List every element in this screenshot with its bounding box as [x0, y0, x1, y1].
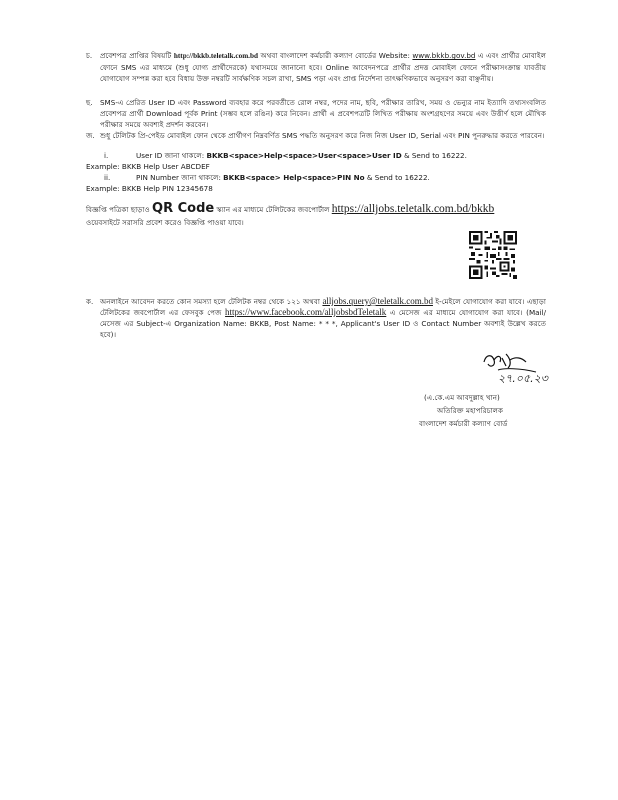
notice-item-recovery	[86, 130, 546, 141]
query-email-link[interactable]: alljobs.query@teletalk.com.bd	[322, 296, 433, 306]
sms-instruction-pin: ii.	[104, 173, 111, 182]
alljobs-link[interactable]: https://alljobs.teletalk.com.bd/bkkb	[331, 203, 495, 215]
qr-code-instruction-line2: ওয়েবসাইটে সরাসরি প্রবেশ করেও বিজ্ঞপ্তি পাওয়া যাবে।	[86, 218, 244, 227]
notice-item-contact	[86, 296, 546, 340]
qr-code-instruction: বিজ্ঞপ্তি পত্রিকা ছাড়াও QR Code স্ক্যান এর মাধ্যমে টেলিটকের জবপোর্টাল https://alljobs.teletalk.com.bd/bkkb	[86, 201, 495, 216]
facebook-page-link[interactable]: https://www.facebook.com/alljobsbdTeletalk	[225, 307, 387, 317]
admit-card-url[interactable]: http://bkkb.teletalk.com.bd	[173, 52, 258, 60]
item-label: জ.	[86, 131, 95, 140]
item-label: ছ.	[86, 98, 93, 107]
sms-instruction-user-id-text: User ID জানা থাকলে: BKKB<space>Help<space>User<space>User ID & Send to 16222.	[136, 151, 467, 160]
sms-instruction-pin-text: PIN Number জানা থাকলে: BKKB<space> Help<space>PIN No & Send to 16222.	[136, 173, 430, 182]
notice-item-sms-user-id	[86, 97, 546, 130]
qr-code-label: QR Code	[152, 201, 215, 216]
qr-code-image[interactable]	[469, 231, 517, 279]
item-text: শুধু টেলিটক প্রি-পেইড মোবাইল ফোন থেকে প্রার্থীগণ নিম্নবর্ণিত SMS পদ্ধতি অনুসরণ করে নিজ নিজ User ID, Serial এবং PIN পুনরুদ্ধার করতে পারবেন।	[100, 131, 545, 140]
sms-example-user-id: Example: BKKB Help User ABCDEF	[86, 162, 210, 171]
bkkb-website-link[interactable]: www.bkkb.gov.bd	[412, 51, 476, 60]
signature-date: ২৭.০৫.২৩	[498, 372, 548, 385]
signatory-designation: অতিরিক্ত মহাপরিচালক	[437, 406, 504, 415]
signatory-organization: বাংলাদেশ কর্মচারী কল্যাণ বোর্ড	[419, 419, 508, 428]
item-text: প্রবেশপত্র প্রাপ্তির বিষয়টি http://bkkb.teletalk.com.bd অথবা বাংলাদেশ কর্মচারী কল্যাণ বোর্ডের Website: www.bkkb.gov.bd এ এবং প্রার্থীর মোবাইল ফোনে SMS এর মাধ্যমে (শুধু যোগ্য প্রার্থীদেরকে) যথাসময়ে জানানো হবে। Online আবেদনপত্রে প্রার্থীর প্রদত্ত মোবাইল ফোনে পরীক্ষাসংক্রান্ত যাবতীয় যোগাযোগ সম্পন্ন করা হবে বিধায় উক্ত নম্বরটি সার্বক্ষণিক সচল রাখা, SMS পড়া এবং প্রাপ্ত নির্দেশনা তাৎক্ষণিকভাবে অনুসরণ করা বাঞ্ছনীয়।	[100, 51, 546, 83]
item-label: চ.	[86, 51, 93, 60]
item-text: অনলাইনে আবেদন করতে কোন সমস্যা হলে টেলিটক নম্বর থেকে ১২১ অথবা alljobs.query@teletalk.com.bd ই-মেইলে যোগাযোগ করা যাবে। এছাড়া টেলিটকের জবপোর্টাল এর ফেসবুক পেজ https://www.facebook.com/alljobsbdTeletalk এ মেসেজ এর মাধ্যমে যোগাযোগ করা যাবে। (Mail/মেসেজ এর Subject-এ Organization Name: BKKB, Post Name: * * *, Applicant's User ID ও Contact Number অবশ্যই উল্লেখ করতে হবে)।	[100, 296, 547, 339]
signatory-name: (এ.কে.এম আবদুল্লাহ খান)	[424, 393, 500, 402]
item-text: SMS-এ প্রেরিত User ID এবং Password ব্যবহার করে পরবর্তীতে রোল নম্বর, পদের নাম, ছবি, পরীক্ষার তারিখ, সময় ও ভেন্যুর নাম ইত্যাদি তথ্যসংবলিত প্রবেশপত্র প্রার্থী Download পূর্বক Print (সম্ভব হলে রঙিন) করে নিবেন। প্রার্থী এ প্রবেশপত্রটি লিখিত পরীক্ষায় অংশগ্রহণের সময়ে এবং উত্তীর্ণ হলে মৌখিক পরীক্ষার সময়ে অবশ্যই প্রদর্শন করবেন।	[100, 98, 546, 129]
notice-item-admit-card-info	[86, 50, 546, 84]
item-label: ক.	[86, 297, 94, 306]
sms-example-pin: Example: BKKB Help PIN 12345678	[86, 184, 213, 193]
sms-instruction-user-id: i.	[104, 151, 109, 160]
